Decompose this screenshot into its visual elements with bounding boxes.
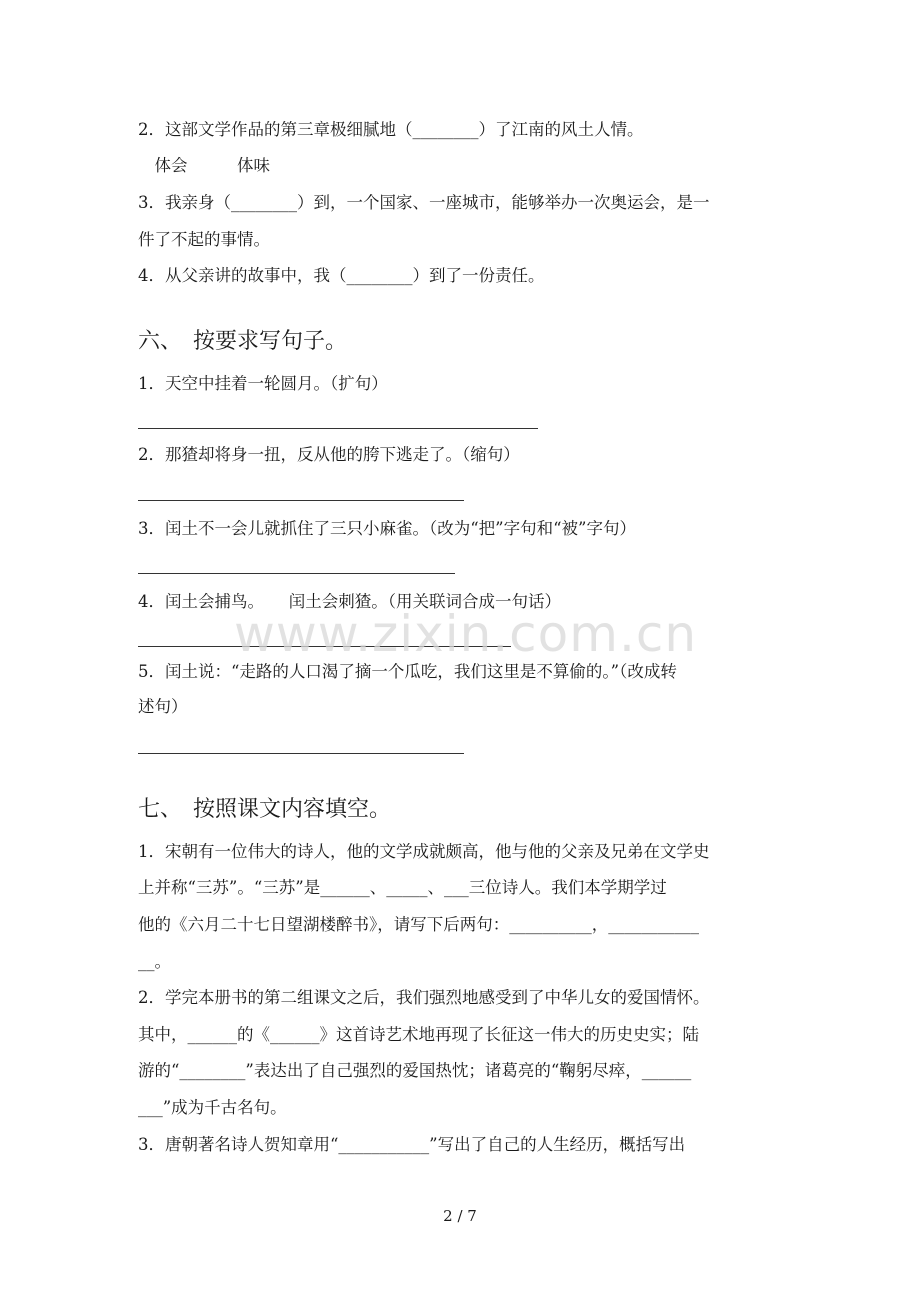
question-7-2-line1: 2．学完本册书的第二组课文之后，我们强烈地感受到了中华儿女的爱国情怀。 [138,988,710,1007]
answer-line [138,573,455,574]
question-7-1-line1: 1．宋朝有一位伟大的诗人，他的文学成就颇高，他与他的父亲及兄弟在文学史 [138,842,710,861]
answer-line [138,753,464,754]
question-7-3-line1: 3．唐朝著名诗人贺知章用“___________”写出了自己的人生经历，概括写出 [138,1135,686,1154]
page-number: 2 / 7 [443,1207,477,1225]
question-6-1: 1．天空中挂着一轮圆月。（扩句） [138,374,388,393]
section-6-heading: 六、 按要求写句子。 [138,329,348,354]
question-5-2-options: 体会 体味 [138,156,270,175]
question-5-3-line1: 3．我亲身（________）到，一个国家、一座城市，能够举办一次奥运会，是一 [138,193,710,212]
section-7-heading: 七、 按照课文内容填空。 [138,797,392,822]
question-6-4: 4．闰土会捕鸟。 闰土会刺猹。（用关联词合成一句话） [138,592,561,611]
question-7-2-line3: 游的“________”表达出了自己强烈的爱国热忱；诸葛亮的“鞠躬尽瘁，______ [138,1061,692,1080]
answer-line [138,428,538,429]
answer-line [138,500,464,501]
question-7-1-line4: __。 [138,952,171,971]
question-7-2-line2: 其中，______的《______》这首诗艺术地再现了长征这一伟大的历史史实；陆 [138,1025,699,1044]
question-5-2: 2．这部文学作品的第三章极细腻地（________）了江南的风土人情。 [138,120,644,139]
question-7-1-line2: 上并称“三苏”。“三苏”是______、_____、___三位诗人。我们本学期学过 [138,878,667,897]
question-5-3-line2: 件了不起的事情。 [138,230,270,249]
question-7-1-line3: 他的《六月二十七日望湖楼醉书》，请写下后两句：__________，___________ [138,915,699,934]
question-5-4: 4．从父亲讲的故事中，我（________）到了一份责任。 [138,266,545,285]
question-6-3: 3．闰土不一会儿就抓住了三只小麻雀。（改为“把”字句和“被”字句） [138,519,636,538]
question-6-2: 2．那猹却将身一扭，反从他的胯下逃走了。（缩句） [138,445,520,464]
question-6-5-line1: 5．闰土说：“走路的人口渴了摘一个瓜吃，我们这里是不算偷的。”（改成转 [138,662,677,681]
question-7-2-line4: ___”成为千古名句。 [138,1098,287,1117]
question-6-5-line2: 述句） [138,697,188,716]
watermark: www.zixin.com.cn [234,605,698,663]
